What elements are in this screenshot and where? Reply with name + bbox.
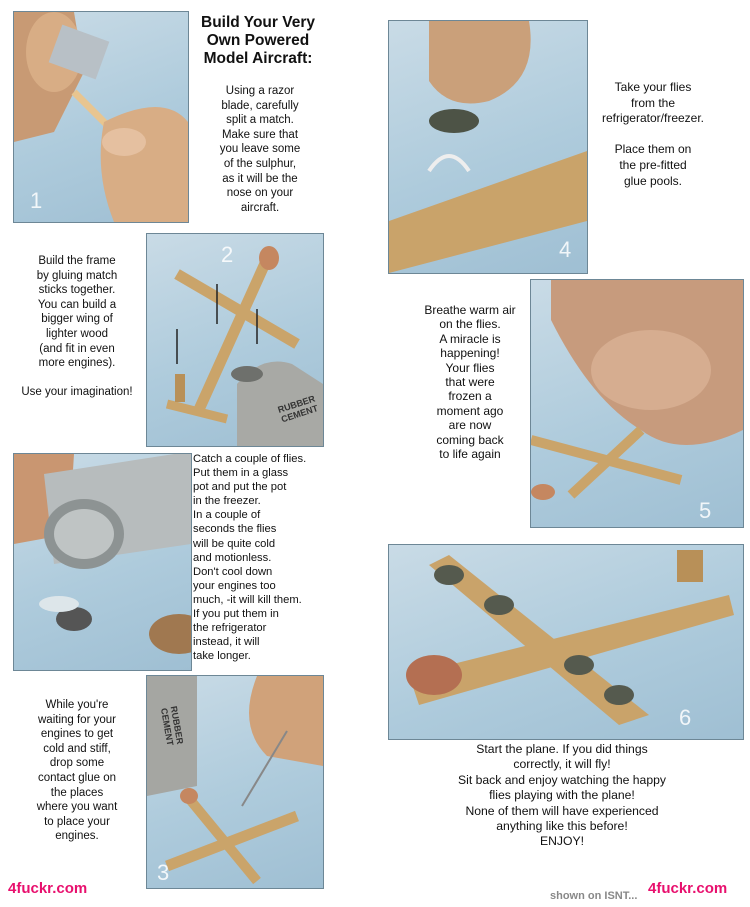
step-3-text: While you're waiting for your engines to get cold and stiff, drop some contact glue on the places where you want to place your engines. bbox=[36, 699, 118, 843]
step-number-2: 2 bbox=[221, 242, 234, 267]
step-number-6: 6 bbox=[679, 705, 692, 730]
watermark-right: 4fuckr.com bbox=[648, 880, 728, 897]
illustration-step-4 bbox=[388, 20, 588, 274]
illustration-step-2 bbox=[146, 233, 324, 447]
step-2-text: Build the frame by gluing match sticks together. You can build a bigger wing of lighter wood (and fit in even more engines). Use your imagination! bbox=[21, 255, 133, 399]
step-number-5: 5 bbox=[699, 498, 712, 523]
credit-text: shown on ISNT... bbox=[550, 890, 638, 902]
step-number-1: 1 bbox=[30, 188, 43, 213]
step-4-text: Take your flies from the refrigerator/freezer. Place them on the pre-fitted glue pools. bbox=[601, 80, 705, 188]
breathing-face-illustration bbox=[531, 280, 743, 527]
step-5-text: Breathe warm air on the flies. A miracle is happening! Your flies that were frozen a moment ago are now coming back to life again bbox=[424, 303, 516, 462]
rubber-cement-label-3: RUBBER CEMENT bbox=[158, 705, 186, 747]
illustration-step-6 bbox=[388, 544, 744, 740]
glass-pot-illustration bbox=[14, 454, 191, 670]
rubber-cement-label: RUBBER CEMENT bbox=[276, 393, 320, 425]
page-title: Build Your Very Own Powered Model Aircraft: bbox=[201, 14, 315, 67]
illustration-step-3 bbox=[146, 675, 324, 889]
step-number-4: 4 bbox=[559, 237, 572, 262]
step-number-3: 3 bbox=[157, 860, 170, 885]
flies-on-glue-illustration bbox=[389, 21, 587, 273]
illustration-step-1 bbox=[13, 11, 189, 223]
illustration-freezer bbox=[13, 453, 192, 671]
step-1-text: Using a razor blade, carefully split a match. Make sure that you leave some of the sulphur, as it will be the nose on your aircraft. bbox=[219, 85, 301, 214]
step-6-text: Start the plane. If you did things correctly, it will fly! Sit back and enjoy watching the happy flies playing with the plane! None of them will have experienced anything like this before! ENJOY! bbox=[457, 742, 666, 849]
watermark-left: 4fuckr.com bbox=[8, 880, 88, 897]
illustration-step-5 bbox=[530, 279, 744, 528]
freezer-text: Catch a couple of flies. Put them in a glass pot and put the pot in the freezer. In a couple of seconds the flies will be quite cold and motionless. Don't cool down your engines too much, -it will kill them. If you put them in the refrigerator instead, it will take longer. bbox=[193, 453, 307, 663]
